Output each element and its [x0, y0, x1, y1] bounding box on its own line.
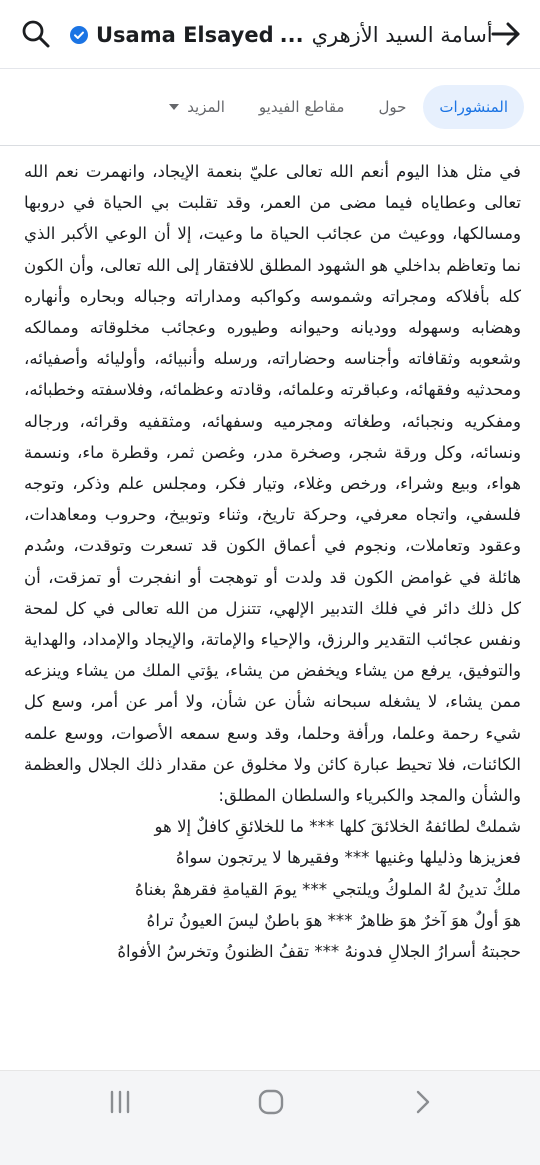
caret-down-icon — [169, 104, 179, 110]
profile-title — [70, 20, 493, 50]
system-nav-bar — [0, 1070, 540, 1165]
profile-tabs — [0, 68, 540, 146]
poem-verse: حجبتهُ أسرارُ الجلالِ فدونهُ *** تقفُ الظنونُ وتخرسُ الأفواهُ — [117, 942, 521, 962]
tab-about[interactable]: حول — [378, 98, 407, 116]
profile-arabic-name: أسامة السيد الأزهري — [311, 23, 493, 47]
search-icon[interactable] — [20, 18, 52, 50]
title-ellipsis: ... — [279, 23, 304, 47]
verified-badge-icon — [70, 26, 88, 44]
recents-icon[interactable] — [106, 1088, 134, 1116]
post-content — [24, 156, 521, 967]
chevron-right-icon[interactable] — [409, 1088, 437, 1116]
profile-header — [0, 0, 540, 68]
profile-name: Usama Elsayed — [96, 23, 274, 47]
poem-verse: فعزيزها وذليلها وغنيها *** وفقيرها لا يرتجون سواهُ — [176, 848, 521, 868]
poem-verse: ملكٌ تدينُ لهُ الملوكُ ويلتجي *** يومَ القيامةِ فقرهمْ بغناهُ — [135, 879, 521, 899]
tab-more[interactable]: المزيد — [152, 85, 242, 129]
poem-verse: شملتْ لطائفهُ الخلائقَ كلها *** ما للخلائقِ كافلٌ إلا هو — [154, 817, 521, 837]
poem-verse: هوَ أولٌ هوَ آخرٌ هوَ ظاهرٌ *** هوَ باطنٌ ليسَ العيونُ تراهُ — [146, 910, 521, 930]
tab-videos[interactable]: مقاطع الفيديو — [258, 98, 345, 116]
arrow-right-icon[interactable] — [490, 18, 522, 50]
tab-posts[interactable]: المنشورات — [423, 85, 524, 129]
home-icon[interactable] — [256, 1087, 286, 1117]
post-body: في مثل هذا اليوم أنعم الله تعالى عليّ بنعمة الإيجاد، وانهمرت نعم الله تعالى وعطاياه فيما مضى من العمر، وقد تقلبت بي الحياة في دروبها ومسالكها، ووعيث من عجائب الحياة ما وعيت، إلا أن الوعي الأكبر الذي نما وتعاظم بداخلي هو الشهود المطلق للافتقار إلى الله تعالى، وأن الكون كله بأفلاكه ومجراته وشموسه وكواكبه ومداراته وجباله وبحاره وأنهاره وهضابه وسهوله ووديانه وحيوانه وطيوره وعجائب مخلوقاته وممالكه وشعوبه وثقافاته وأجناسه وحضاراته، ورسله وأنبيائه، وأوليائه وأصفيائه، ومحدثيه وفقهائه، وعباقرته وعلمائه، وقادته وعظمائه، وفلاسفته وخطبائه، ومفكريه ونجبائه، وطغاته ومجرميه وسفهائه، ومثقفيه وقرائه، ورجاله ونسائه، وكل ورقة شجر، وصخرة مدر، وغصن ثمر، وقطرة ماء، ونسمة هواء، وبيع وشراء، ورخص وغلاء، وتيار فكر، ومجلس علم وذكر، وتوجه فلسفي، واتجاه معرفي، وحركة تاريخ، وثناء وتوبيخ، وحروب ومعاهدات، وعقود وتعاملات، ونجوم في أعماق الكون قد تسعرت وتوقدت، وسُدم هائلة في غوامض الكون قد ولدت أو توهجت أو انفجرت أو تمزقت، أن كل ذلك دائر في فلك التدبير الإلهي، تتنزل من الله تعالى في كل لمحة ونفس عجائب التقدير والرزق، والإحياء والإماتة، والإيجاد والإمداد، والهداية والتوفيق، يرفع من يشاء ويخفض من يشاء، يؤتي الملك من يشاء وينزعه ممن يشاء، لا يشغله سبحانه شأن عن شأن، ولا أمر عن أمر، وسع كل شيء رحمة وعلما، ورأفة وحلما، وقد وسع سمعه الأصوات، ووسع علمه الكائنات، فلا تحيط عبارة كائن ولا مخلوق عن مقدار ذلك الجلال والعظمة والشأن والمجد والكبرياء والسلطان المطلق: — [24, 162, 521, 806]
